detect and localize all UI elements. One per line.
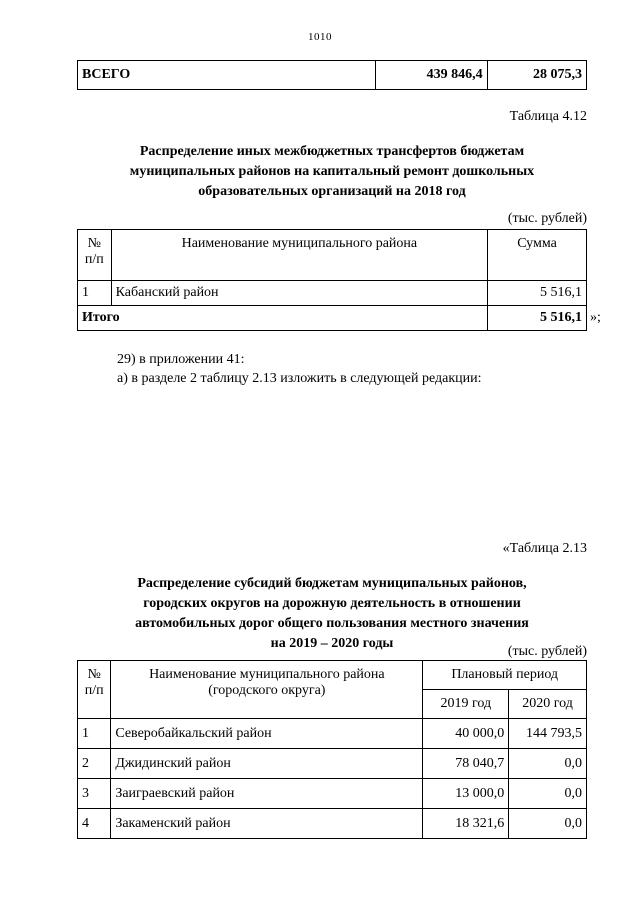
row-name: Джидинский район xyxy=(111,749,423,779)
row-sum: 5 516,1 xyxy=(488,281,587,306)
row-name: Кабанский район xyxy=(111,281,487,306)
grand-total-label: ВСЕГО xyxy=(78,61,376,90)
grand-total-row xyxy=(78,61,587,90)
row-num: 1 xyxy=(78,281,112,306)
row-num: 3 xyxy=(78,779,111,809)
header-num: № п/п xyxy=(78,230,112,281)
table-2-13-title: Распределение субсидий бюджетам муниципальных районов, городских округов на дорожную деятельность в отношении автомобильных дорог общего пользования местного значения на 2019 – 2020 годы xyxy=(135,576,529,651)
row-value-2020: 0,0 xyxy=(509,779,587,809)
table-4-12 xyxy=(77,229,587,331)
row-value-2019: 18 321,6 xyxy=(423,809,509,839)
table-2-13-label: «Таблица 2.13 xyxy=(502,541,587,556)
table-2-13-units: (тыс. рублей) xyxy=(507,644,587,659)
row-num: 2 xyxy=(78,749,111,779)
header-sum: Сумма xyxy=(488,230,587,281)
total-sum: 5 516,1 xyxy=(488,306,587,331)
grand-total-value-1: 439 846,4 xyxy=(376,61,488,90)
total-label: Итого xyxy=(78,306,488,331)
grand-total-value-2: 28 075,3 xyxy=(487,61,586,90)
page-number: 1010 xyxy=(308,31,332,43)
header-name: Наименование муниципального района xyxy=(111,230,487,281)
header-name: Наименование муниципального района (городского округа) xyxy=(111,661,423,719)
table-total-row xyxy=(78,306,587,331)
table-row xyxy=(78,779,587,809)
row-value-2019: 13 000,0 xyxy=(423,779,509,809)
row-value-2020: 0,0 xyxy=(509,809,587,839)
row-value-2019: 78 040,7 xyxy=(423,749,509,779)
table-row xyxy=(78,749,587,779)
table-header xyxy=(78,661,587,690)
row-num: 1 xyxy=(78,719,111,749)
row-name: Закаменский район xyxy=(111,809,423,839)
header-num: № п/п xyxy=(78,661,111,719)
row-value-2020: 144 793,5 xyxy=(509,719,587,749)
closing-quote: »; xyxy=(590,310,601,325)
table-4-12-label: Таблица 4.12 xyxy=(509,109,587,124)
table-row xyxy=(78,281,587,306)
header-year-2020: 2020 год xyxy=(509,690,587,719)
row-value-2020: 0,0 xyxy=(509,749,587,779)
grand-total-table xyxy=(77,60,587,90)
table-4-12-units: (тыс. рублей) xyxy=(507,211,587,226)
body-line-2: а) в разделе 2 таблицу 2.13 изложить в следующей редакции: xyxy=(117,371,482,386)
body-text xyxy=(117,350,482,388)
row-name: Северобайкальский район xyxy=(111,719,423,749)
table-row xyxy=(78,719,587,749)
table-4-12-title: Распределение иных межбюджетных трансфертов бюджетам муниципальных районов на капитальный ремонт дошкольных образовательных организаций на 2018 год xyxy=(129,144,535,199)
header-period: Плановый период xyxy=(423,661,587,690)
table-row xyxy=(78,809,587,839)
row-value-2019: 40 000,0 xyxy=(423,719,509,749)
body-line-1: 29) в приложении 41: xyxy=(117,352,245,367)
table-2-13 xyxy=(77,660,587,839)
header-year-2019: 2019 год xyxy=(423,690,509,719)
row-num: 4 xyxy=(78,809,111,839)
row-name: Заиграевский район xyxy=(111,779,423,809)
table-header xyxy=(78,230,587,281)
